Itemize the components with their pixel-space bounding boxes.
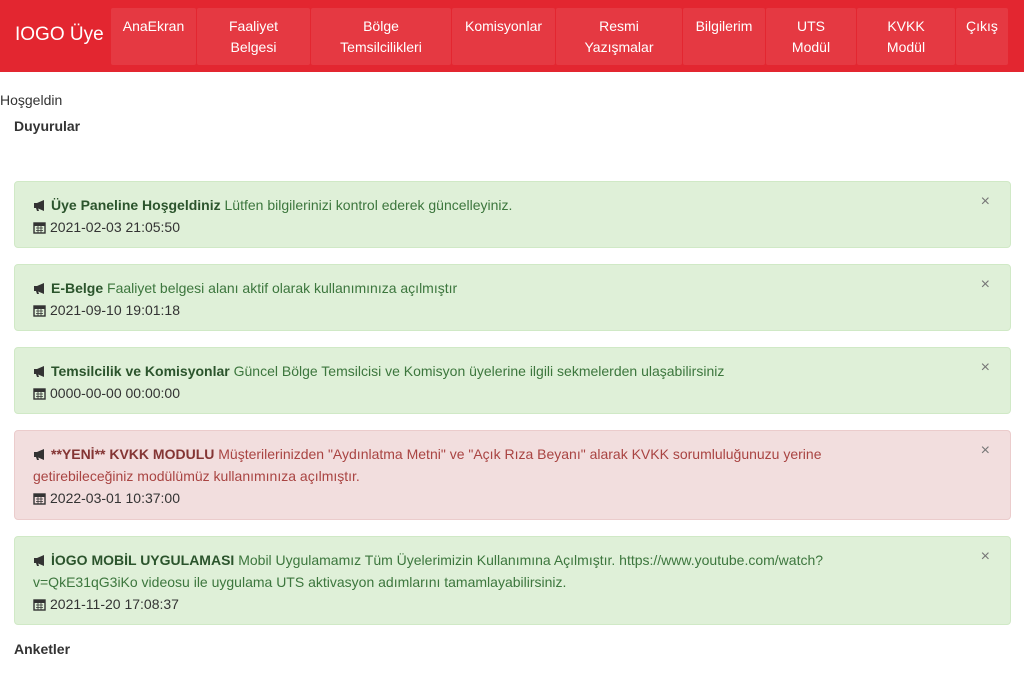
close-icon[interactable]: × [980,548,990,565]
nav-item-anaekran[interactable] [111,8,196,65]
nav-item-label: Faaliyet [228,18,279,34]
surveys-heading: Anketler [14,641,71,657]
alert-message [33,549,970,593]
bullhorn-icon [33,282,47,295]
bullhorn-icon [33,554,47,567]
nav-item-resmi-yazismalar[interactable] [556,8,682,65]
announcements-heading: Duyurular [14,118,81,134]
alert-text: getirebileceğiniz modülümüz kullanımınıza açılmıştır. [33,468,360,484]
nav-item-faaliyet-belgesi[interactable] [197,8,310,65]
nav-item-label: UTS [797,18,825,34]
announcement-alert [14,536,1011,625]
bullhorn-icon [33,365,47,378]
announcement-alert [14,181,1011,248]
alert-text: Güncel Bölge Temsilcisi ve Komisyon üyelerine ilgili sekmelerden ulaşabilirsiniz [233,363,725,379]
close-icon[interactable]: × [980,359,990,376]
alert-message [33,277,970,299]
alert-date-line [33,382,970,404]
alert-text: Mobil Uygulamamız Tüm Üyelerimizin Kullanımına Açılmıştır. https://www.youtube.com/watch? [238,552,824,568]
alert-title: Temsilcilik ve Komisyonlar [51,363,230,379]
alert-title: İOGO MOBİL UYGULAMASI [51,552,235,568]
nav-item-bolge-temsilcilikleri[interactable] [311,8,451,65]
nav-item-komisyonlar[interactable] [452,8,555,65]
alert-date: 2021-02-03 21:05:50 [50,219,180,235]
nav-item-label: Bölge [363,18,399,34]
alert-message [33,360,970,382]
nav-item-label: KVKK [887,18,925,34]
calendar-icon [33,304,46,317]
nav-item-label: Komisyonlar [464,18,543,34]
close-icon[interactable]: × [980,442,990,459]
alert-text: Müşterilerinizden "Aydınlatma Metni" ve "Açık Rıza Beyanı" alarak KVKK sorumluluğunuzu yerine [218,446,822,462]
nav-item-label: Belgesi [230,39,277,55]
calendar-icon [33,221,46,234]
nav-item-label: Resmi [599,18,639,34]
close-icon[interactable]: × [980,276,990,293]
alert-date: 2021-09-10 19:01:18 [50,302,180,318]
alert-text: Lütfen bilgilerinizi kontrol ederek güncelleyiniz. [224,197,513,213]
calendar-icon [33,492,46,505]
alert-title: E-Belge [51,280,104,296]
close-icon[interactable]: × [980,193,990,210]
announcement-alert [14,347,1011,414]
alert-text: Faaliyet belgesi alanı aktif olarak kullanımınıza açılmıştır [107,280,458,296]
alert-date-line [33,299,970,321]
welcome-text: Hoşgeldin [0,92,63,108]
nav-item-label: Çıkış [966,18,998,34]
nav-item-cikis[interactable] [956,8,1008,65]
nav-item-kvkk-modul[interactable] [857,8,955,65]
brand-logo-text[interactable]: IOGO Üye [15,24,104,45]
nav-item-bilgilerim[interactable] [683,8,765,65]
alert-date: 2021-11-20 17:08:37 [50,596,179,612]
nav-item-label: Temsilcilikleri [340,39,422,55]
nav-item-label: Modül [886,39,926,55]
top-navbar [0,0,1024,72]
alert-date-line [33,487,970,509]
alert-text: v=QkE31qG3iKo videosu ile uygulama UTS aktivasyon adımlarını tamamlayabilirsiniz. [33,574,567,590]
nav-item-uts-modul[interactable] [766,8,856,65]
bullhorn-icon [33,448,47,461]
nav-item-label: Bilgilerim [695,18,753,34]
alert-title: **YENİ** KVKK MODULU [51,446,215,462]
nav-item-label: Modül [791,39,831,55]
alert-date: 2022-03-01 10:37:00 [50,490,180,506]
nav-item-label: Yazışmalar [584,39,654,55]
announcement-alert [14,264,1011,331]
nav-item-label: AnaEkran [122,18,185,34]
alert-date: 0000-00-00 00:00:00 [50,385,180,401]
alert-date-line [33,593,970,615]
alert-message [33,443,970,487]
announcement-alert-important [14,430,1011,520]
bullhorn-icon [33,199,47,212]
calendar-icon [33,598,46,611]
calendar-icon [33,387,46,400]
alert-date-line [33,216,970,238]
alert-title: Üye Paneline Hoşgeldiniz [51,197,221,213]
alert-message [33,194,970,216]
